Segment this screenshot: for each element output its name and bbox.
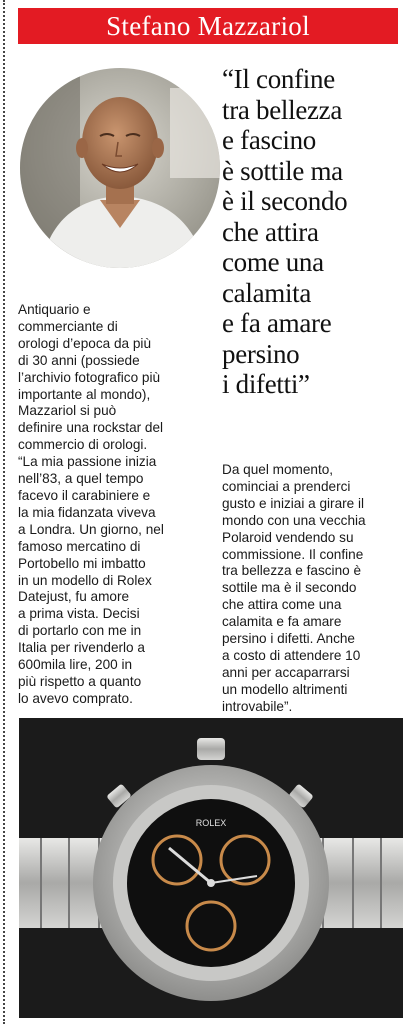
body-text-line: facevo il carabiniere e xyxy=(18,487,151,503)
author-name: Stefano Mazzariol xyxy=(106,10,310,41)
quote-line: calamita xyxy=(222,277,312,308)
watch-photo xyxy=(19,718,403,1018)
quote-line: è sottile ma xyxy=(222,155,343,186)
body-text-line: di portarlo con me in xyxy=(18,623,142,639)
quote-line: persino xyxy=(222,338,300,369)
quote-line: come una xyxy=(222,247,324,277)
body-text-line: tra bellezza e fascino è xyxy=(222,563,362,579)
pull-quote xyxy=(222,64,404,400)
quote-line: e fascino xyxy=(222,125,317,155)
body-text-line: Mazzariol si può xyxy=(18,403,117,419)
body-text-line: la mia fidanzata viveva xyxy=(18,504,156,520)
body-text-line: famoso mercatino di xyxy=(18,538,141,554)
body-text-line: più rispetto a quanto xyxy=(18,673,142,689)
body-text-line: Datejust, fu amore xyxy=(18,589,130,605)
body-text-line: commissione. Il confine xyxy=(222,546,364,562)
portrait-photo xyxy=(20,68,220,268)
body-text-line: orologi d’epoca da più xyxy=(18,335,152,351)
quote-line: e fa amare xyxy=(222,308,332,338)
body-text-line: persino i difetti. Anche xyxy=(222,631,355,647)
quote-line: è il secondo xyxy=(222,186,348,216)
body-text-line: lo avevo comprato. xyxy=(18,690,133,706)
body-text-line: 600mila lire, 200 in xyxy=(18,657,133,673)
body-text-line: sottile ma è il secondo xyxy=(222,580,357,596)
body-text-line: definire una rockstar del xyxy=(18,420,164,436)
body-text-line: di 30 anni (possiede xyxy=(18,352,140,368)
body-text-line: a Londra. Un giorno, nel xyxy=(18,521,164,537)
body-text-line: anni per accaparrarsi xyxy=(222,664,350,680)
quote-line: i difetti” xyxy=(222,369,310,399)
body-text-line: introvabile”. xyxy=(222,698,293,714)
body-text-line: nell’83, a quel tempo xyxy=(18,471,144,487)
body-text-line: l’archivio fotografico più xyxy=(18,369,161,385)
body-text-line: che attira come una xyxy=(222,597,342,613)
body-text-line: a costo di attendere 10 xyxy=(222,647,361,663)
name-banner xyxy=(18,8,398,44)
body-text-line: Da quel momento, xyxy=(222,462,334,477)
quote-line: che attira xyxy=(222,216,319,247)
portrait-illustration xyxy=(20,68,220,268)
body-text-line: cominciai a prenderci xyxy=(222,478,351,494)
body-text-line: Polaroid vendendo su xyxy=(222,529,354,545)
body-text-line: commercio di orologi. xyxy=(18,437,148,453)
body-text-line: a prima vista. Decisi xyxy=(18,606,140,622)
body-text-line: mondo con una vecchia xyxy=(222,512,366,528)
body-column-right xyxy=(222,462,402,716)
body-text-line: Italia per rivenderlo a xyxy=(18,640,145,656)
watch-dial-brand: ROLEX xyxy=(195,818,227,828)
rolex-watch-illustration xyxy=(19,718,403,1018)
body-text-line: Antiquario e xyxy=(18,302,91,317)
quote-line: “Il confine xyxy=(222,64,335,94)
dotted-column-rule xyxy=(3,0,5,1024)
body-column-left xyxy=(18,302,213,708)
body-text-line: importante al mondo), xyxy=(18,386,151,402)
body-text-line: gusto e iniziai a girare il xyxy=(222,495,365,511)
body-text-line: Portobello mi imbatto xyxy=(18,555,146,571)
body-text-line: “La mia passione inizia xyxy=(18,454,157,470)
quote-line: tra bellezza xyxy=(222,94,343,125)
body-text-line: commerciante di xyxy=(18,318,118,334)
body-text-line: calamita e fa amare xyxy=(222,614,342,630)
body-text-line: in un modello di Rolex xyxy=(18,572,152,588)
body-text-line: un modello altrimenti xyxy=(222,681,348,697)
